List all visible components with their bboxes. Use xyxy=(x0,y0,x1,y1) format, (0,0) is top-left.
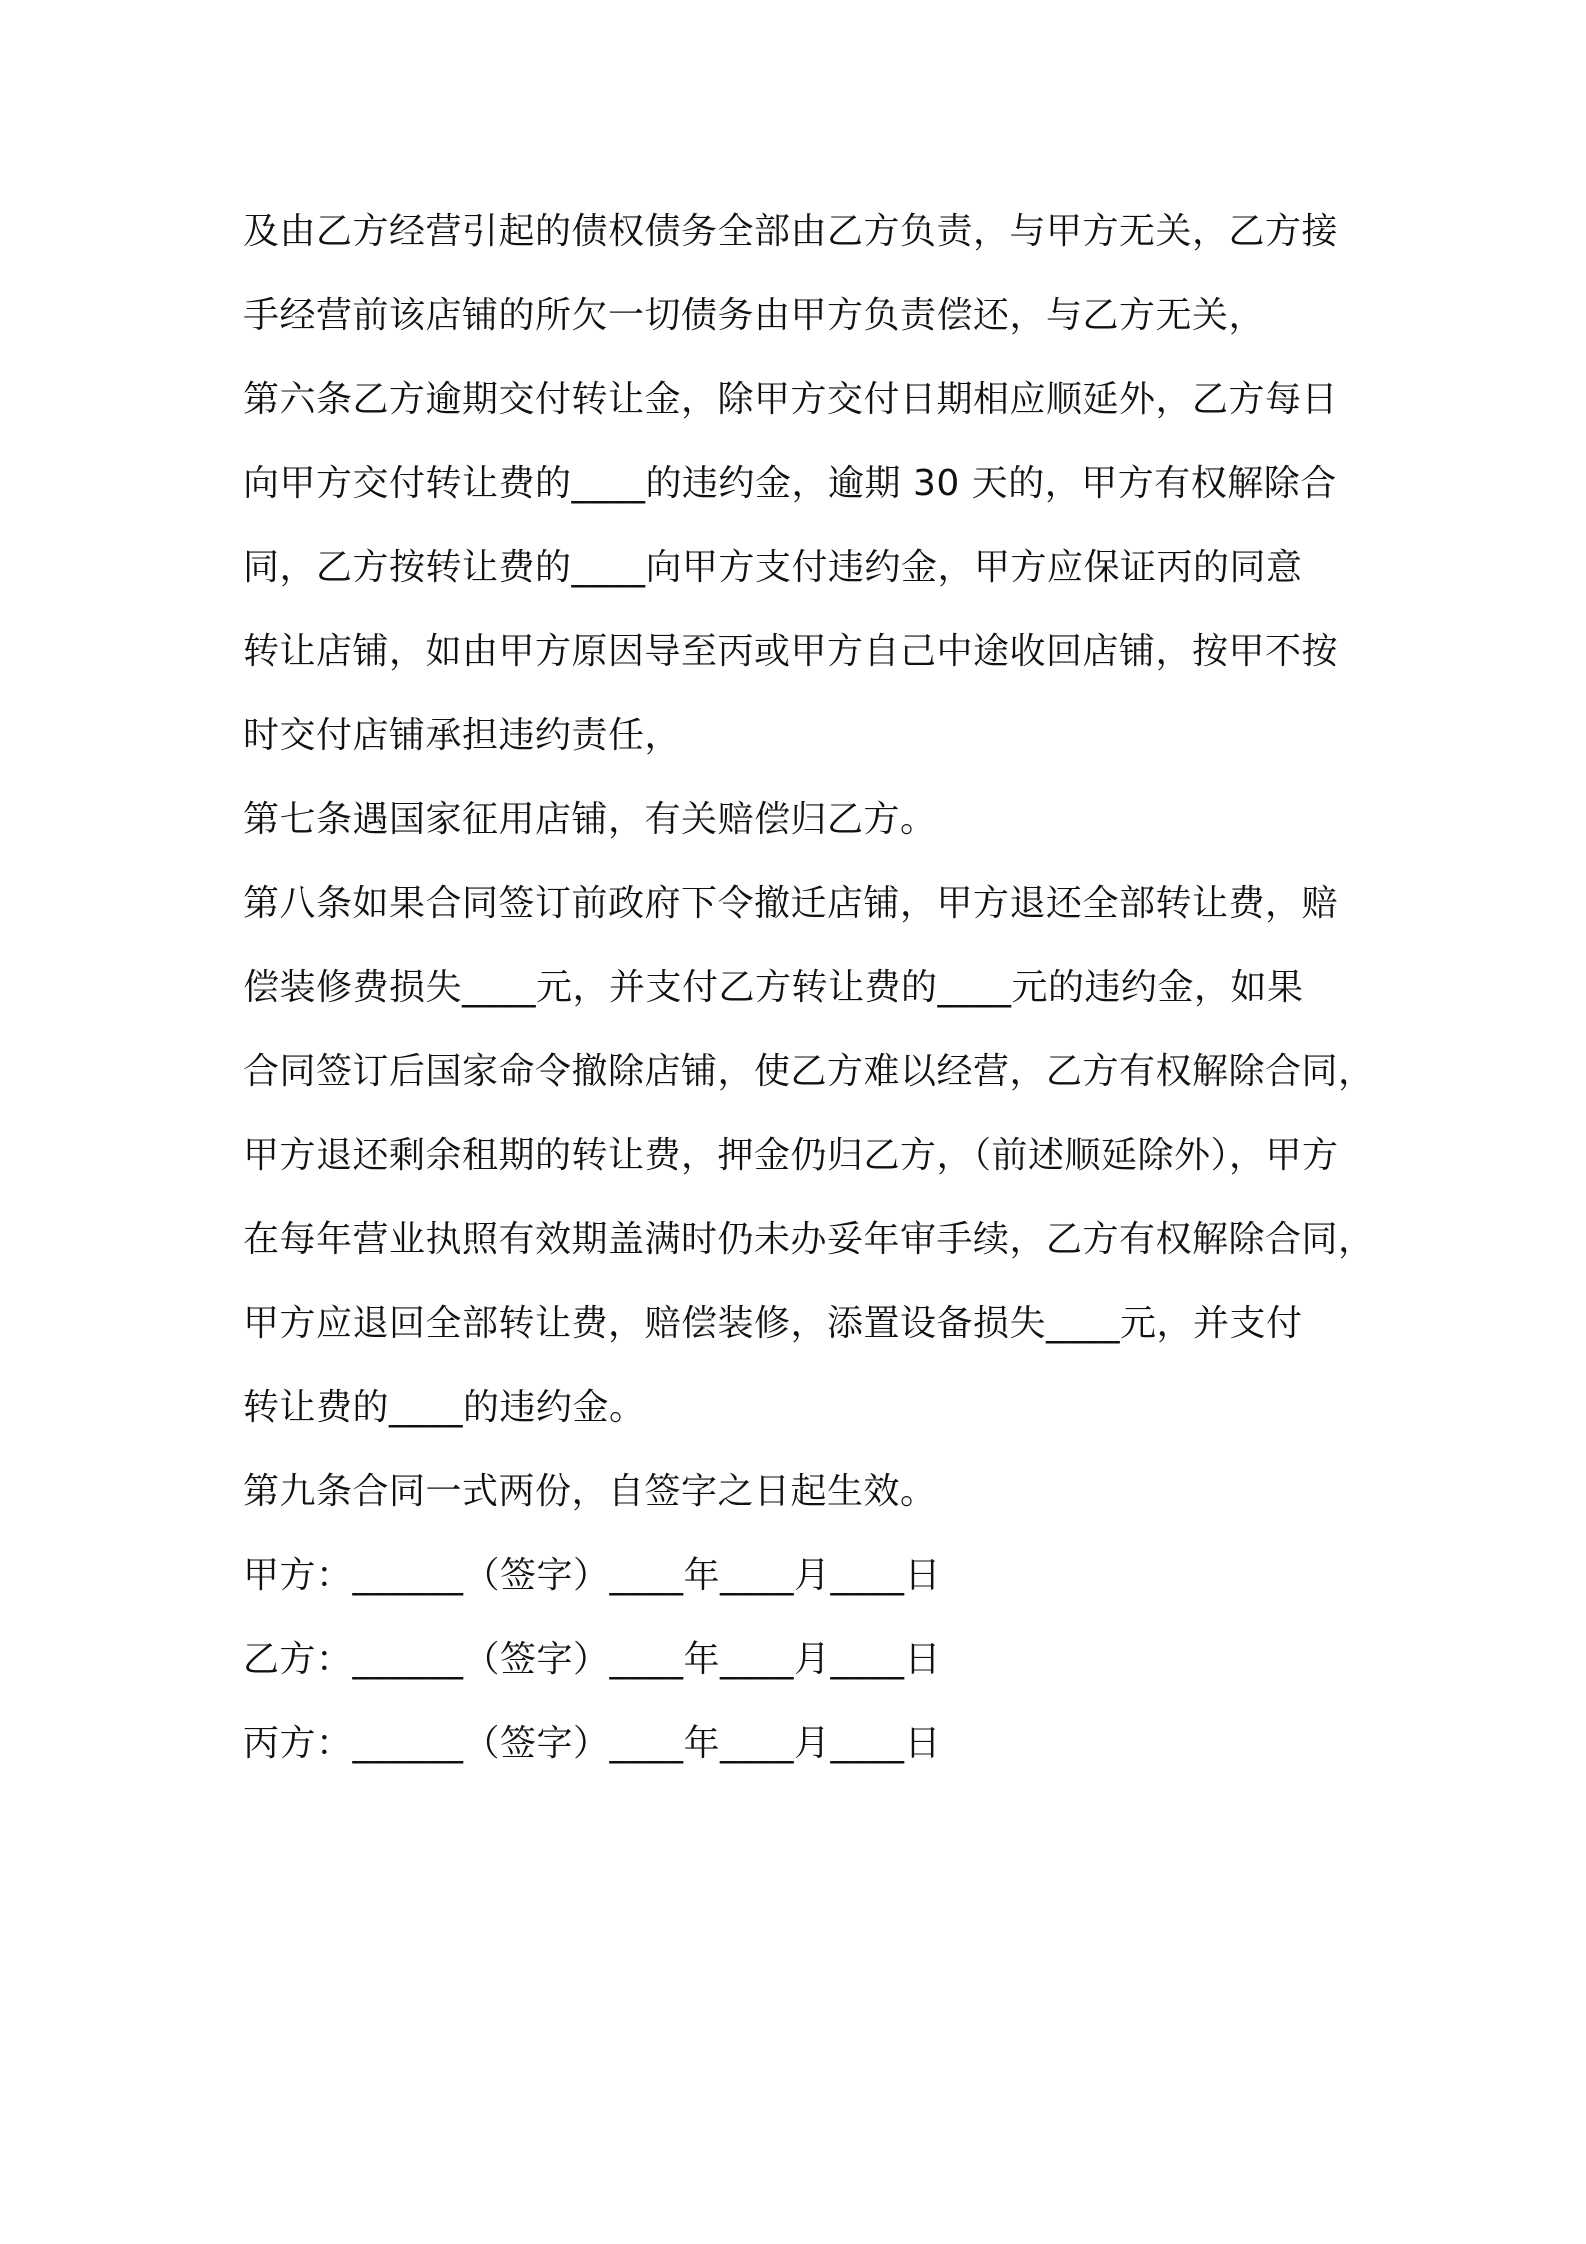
clause-seven-line: 第七条遇国家征用店铺，有关赔偿归乙方。 xyxy=(243,799,937,840)
text-line: 向甲方交付转让费的____的违约金，逾期 30 天的，甲方有权解除合 xyxy=(243,463,1337,504)
text-line: 转让费的____的违约金。 xyxy=(243,1387,646,1428)
text-line: 甲方应退回全部转让费，赔偿装修，添置设备损失____元，并支付 xyxy=(243,1303,1303,1344)
text-line: 同，乙方按转让费的____向甲方支付违约金，甲方应保证丙的同意 xyxy=(243,547,1303,588)
clause-nine-line: 第九条合同一式两份，自签字之日起生效。 xyxy=(243,1471,937,1512)
clause-six-line: 第六条乙方逾期交付转让金，除甲方交付日期相应顺延外，乙方每日 xyxy=(243,379,1339,420)
clause-eight-line: 第八条如果合同签订前政府下令撤迁店铺，甲方退还全部转让费，赔 xyxy=(243,883,1339,924)
signature-party-a: 甲方：______（签字）____年____月____日 xyxy=(243,1555,942,1596)
text-line: 偿装修费损失____元，并支付乙方转让费的____元的违约金，如果 xyxy=(243,967,1304,1008)
contract-text xyxy=(243,190,1383,1786)
text-line: 合同签订后国家命令撤除店铺，使乙方难以经营，乙方有权解除合同， xyxy=(243,1051,1375,1092)
text-line: 手经营前该店铺的所欠一切债务由甲方负责偿还，与乙方无关， xyxy=(243,295,1266,336)
text-line: 转让店铺，如由甲方原因导至丙或甲方自己中途收回店铺，按甲不按 xyxy=(243,631,1339,672)
text-line: 时交付店铺承担违约责任， xyxy=(243,715,682,756)
text-line: 及由乙方经营引起的债权债务全部由乙方负责，与甲方无关，乙方接 xyxy=(243,211,1339,252)
signature-party-b: 乙方：______（签字）____年____月____日 xyxy=(243,1639,942,1680)
text-line: 在每年营业执照有效期盖满时仍未办妥年审手续，乙方有权解除合同， xyxy=(243,1219,1375,1260)
signature-party-c: 丙方：______（签字）____年____月____日 xyxy=(243,1723,942,1764)
text-line: 甲方退还剩余租期的转让费，押金仍归乙方，（前述顺延除外），甲方 xyxy=(243,1135,1339,1176)
